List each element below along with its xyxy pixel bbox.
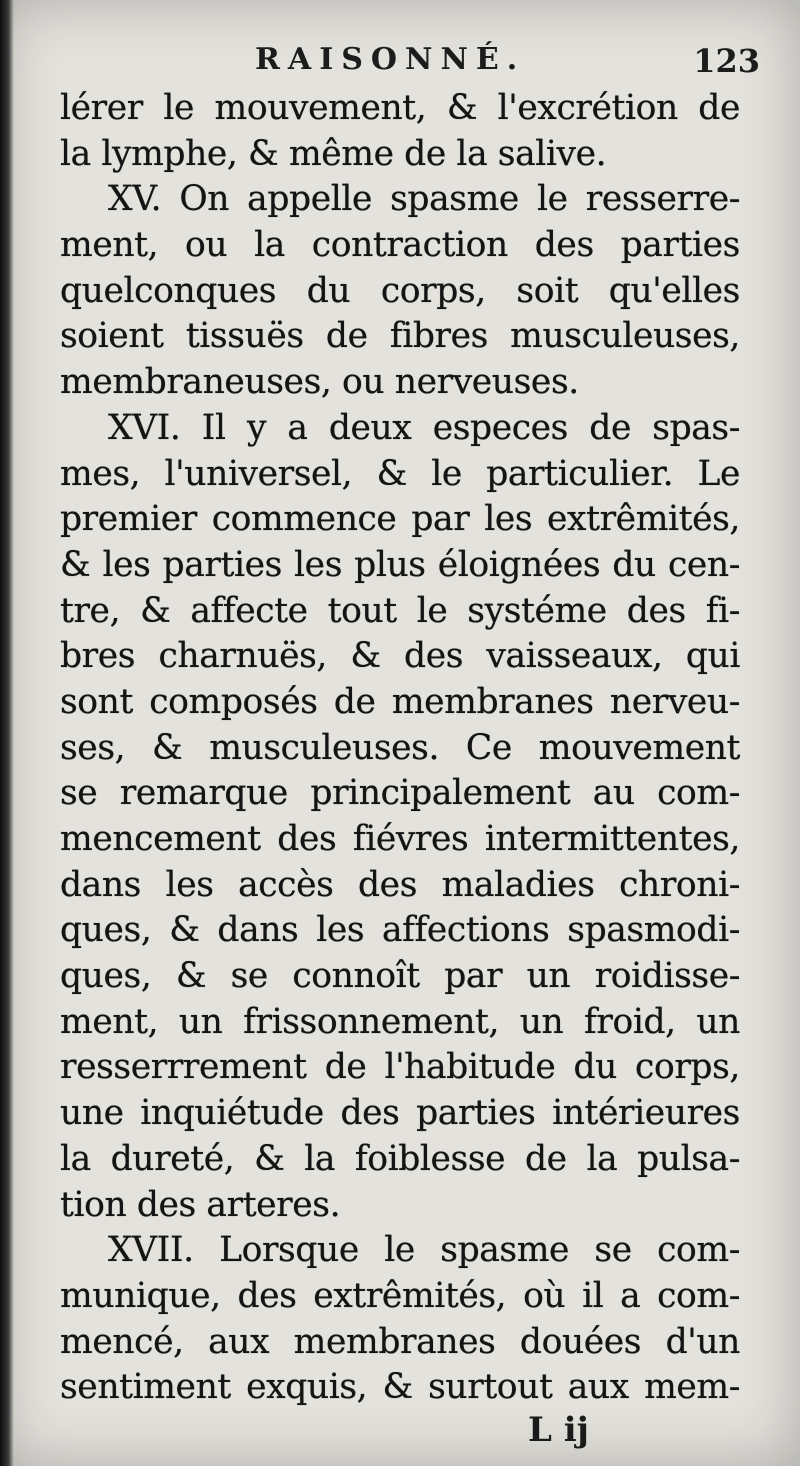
text-line: ques, & se connoît par un roidisse- [60,956,740,997]
text-line: se remarque principalement au com- [60,773,740,814]
text-line: membraneuses, ou nerveuses. [60,362,579,403]
text-line: sentiment exquis, & surtout aux mem- [60,1367,740,1408]
text-line-section-xvi: XVI. Il y a deux especes de spas- [108,407,740,448]
text-line: lérer le mouvement, & l'excrétion de [60,88,740,128]
text-line: sont composés de membranes nerveu- [60,681,740,722]
text-line: tre, & affecte tout le systéme des fi- [60,590,740,631]
signature-mark: L ij [528,1410,589,1450]
text-line: la lymphe, & même de la salive. [60,133,607,174]
text-line: ses, & musculeuses. Ce mouvement [60,727,740,768]
text-line: mencé, aux membranes douées d'un [60,1321,740,1362]
text-line: & les parties les plus éloignées du cen- [60,544,740,585]
text-line: la dureté, & la foiblesse de la pulsa- [60,1138,740,1179]
text-line: une inquiétude des parties intérieures [60,1093,740,1134]
text-line: ques, & dans les affections spasmodi- [60,910,740,951]
text-line: dans les accès des maladies chroni- [60,864,740,905]
page-number: 123 [693,42,760,80]
text-line-section-xv: XV. On appelle spasme le resserre- [108,179,740,220]
page-header [60,42,760,92]
text-line: quelconques du corps, soit qu'elles [60,270,740,311]
text-line: tion des arteres. [60,1184,341,1225]
text-line: mencement des fiévres intermittentes, [60,819,740,859]
text-line: resserrrement de l'habitude du corps, [60,1047,740,1088]
text-line: ment, ou la contraction des parties [60,225,740,266]
text-line: soient tissuës de fibres musculeuses, [60,316,740,357]
text-line: ment, un frissonnement, un froid, un [60,1001,740,1042]
text-line-section-xvii: XVII. Lorsque le spasme se com- [108,1230,740,1271]
text-line: munique, des extrêmités, où il a com- [60,1275,740,1316]
text-line: mes, l'universel, & le particulier. Le [60,453,740,494]
text-line: bres charnuës, & des vaisseaux, qui [60,636,740,677]
running-head: RAISONNÉ. [255,42,526,77]
body-text [60,86,740,1411]
text-line: premier commence par les extrêmités, [60,499,740,540]
